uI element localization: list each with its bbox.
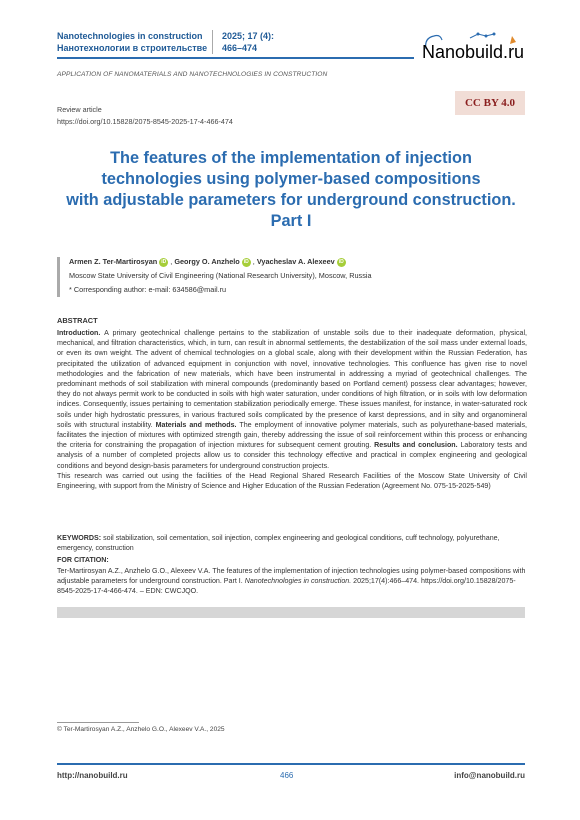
funding-note: This research was carried out using the facilities of the Head Regional Shared Research Facilities of the Moscow State University of Civil Engineering, with support from the Ministry of Science and Higher Education of the Russian Federation (Agreement No. 075-15-2025-549) [57, 471, 527, 491]
methods-text: The employment of innovative polymer materials, such as polyurethane-based materials, facilitates the injection of mixtures with optimized strength gain, thereby addressing the issue of soil reinforcement within this process or enhancing the criteria for constraining the propagation of injection mixtures for subsequent cement grouting. [57, 420, 527, 450]
orcid-icon[interactable]: iD [161, 258, 167, 265]
header-rule [57, 57, 414, 59]
divider-bar [57, 607, 525, 618]
intro-label: Introduction. [57, 329, 101, 337]
citation-text [57, 566, 527, 597]
methods-label: Materials and methods. [155, 420, 237, 429]
affiliation: Moscow State University of Civil Engineering (National Research University), Moscow, Russia [69, 271, 372, 280]
article-meta [57, 104, 233, 128]
citation-post: 2025;17(4):466–474. https://doi.org/10.15828/2075-8545-2025-17-4-466-474. – EDN: CWCJQO. [57, 577, 516, 596]
authors-accent-bar [57, 257, 60, 297]
header-separator [212, 30, 213, 54]
article-type: Review article [57, 105, 102, 114]
footer-rule [57, 763, 525, 765]
results-text: Laboratory tests and analysis of a number of completed projects allow us to consider this technology effective and practical in complex engineering and geological conditions and beyond design-basis parameters for underground construction projects. [57, 441, 527, 470]
journal-name [57, 30, 207, 54]
section-label: APPLICATION OF NANOMATERIALS AND NANOTECHNOLOGIES IN CONSTRUCTION [57, 71, 328, 78]
citation-heading: FOR CITATION: [57, 556, 109, 564]
footnote-rule [57, 722, 139, 723]
author-separator: , [252, 257, 257, 266]
footer-email-link[interactable]: info@nanobuild.ru [454, 771, 525, 780]
page-number: 466 [280, 771, 294, 780]
abstract-body [57, 328, 527, 491]
results-label: Results and conclusion. [374, 441, 458, 450]
nanobuild-logo[interactable] [420, 32, 532, 66]
issue-info [222, 30, 274, 54]
logo-text: Nanobuild.ru [422, 42, 525, 62]
author-list [69, 255, 372, 269]
copyright-footnote: © Ter-Martirosyan A.Z., Anzhelo G.O., Alexeev V.A., 2025 [57, 726, 225, 733]
author-separator: , [170, 257, 175, 266]
author-name: Vyacheslav A. Alexeev [256, 257, 335, 266]
orcid-icon[interactable]: iD [338, 258, 344, 265]
author-name: Georgy O. Anzhelo [174, 257, 240, 266]
intro-text: A primary geotechnical challenge pertains to the stabilization of unstable soils due to their inadequate deformation, physical, mechanical, and filtration characteristics, which, in turn, can result in abnormal settlements, the destabilization of the soil mass under external loads, or even its own weight. The advent of chemical technologies on a global scale, along with their development within the Russian Federation, has precipitated the utilization of advanced equipment in conjunction with novel, innovative technologies. This confluence has given rise to novel methodologies and the fabrication of new materials, which have been instrumental in addressing a myriad of geotechnical challenges. The predominant methods of soil stabilization with mineral compounds (predominantly based on Portland cement) possess clear advantages; however, they do not always permit work to be conducted in soils with high water saturation, under conditions of high filtration, or in soils with low deformation indices. Consequently, issues pertaining to cementation stabilization periodically emerge. These issues manifest, for instance, in water-saturated rock soils under high hydrostatic pressures, in various fractured soils complicated by the presence of karst depressions, and in silty and organomineral soils with structural instability. [57, 329, 527, 429]
title-line: with adjustable parameters for underground construction. [66, 191, 516, 209]
title-line: technologies using polymer-based compositions [101, 170, 481, 188]
article-title [57, 148, 525, 232]
title-line: Part I [270, 212, 312, 230]
footer-website-link[interactable]: http://nanobuild.ru [57, 771, 128, 780]
journal-name-en: Nanotechnologies in construction [57, 31, 203, 41]
citation-journal: Nanotechnologies in construction. [244, 577, 352, 586]
article-doi[interactable]: https://doi.org/10.15828/2075-8545-2025-17-4-466-474 [57, 117, 233, 126]
keywords-text: soil stabilization, soil cementation, soil injection, complex engineering and geological conditions, cuff technology, polyurethane, emergency, construction [57, 534, 500, 553]
issue-volume: 2025; 17 (4): [222, 31, 275, 41]
corresponding-author: * Corresponding author: e-mail: 634586@mail.ru [69, 285, 227, 294]
issue-pages: 466–474 [222, 43, 258, 53]
keywords-label: KEYWORDS: [57, 534, 102, 542]
abstract-heading: ABSTRACT [57, 316, 98, 325]
keywords [57, 533, 527, 553]
authors-block [69, 255, 372, 297]
journal-name-ru: Нанотехнологии в строительстве [57, 43, 208, 53]
abstract-paragraph [57, 328, 527, 471]
title-line: The features of the implementation of injection [110, 149, 472, 167]
author-name: Armen Z. Ter-Martirosyan [69, 257, 158, 266]
citation-pre: Ter-Martirosyan A.Z., Anzhelo G.O., Alexeev V.A. The features of the implementation of injection technologies using polymer-based compositions with adjustable parameters for underground construction. Part I. [57, 567, 526, 586]
license-badge[interactable]: CC BY 4.0 [455, 91, 525, 115]
orcid-icon[interactable]: iD [243, 258, 249, 265]
